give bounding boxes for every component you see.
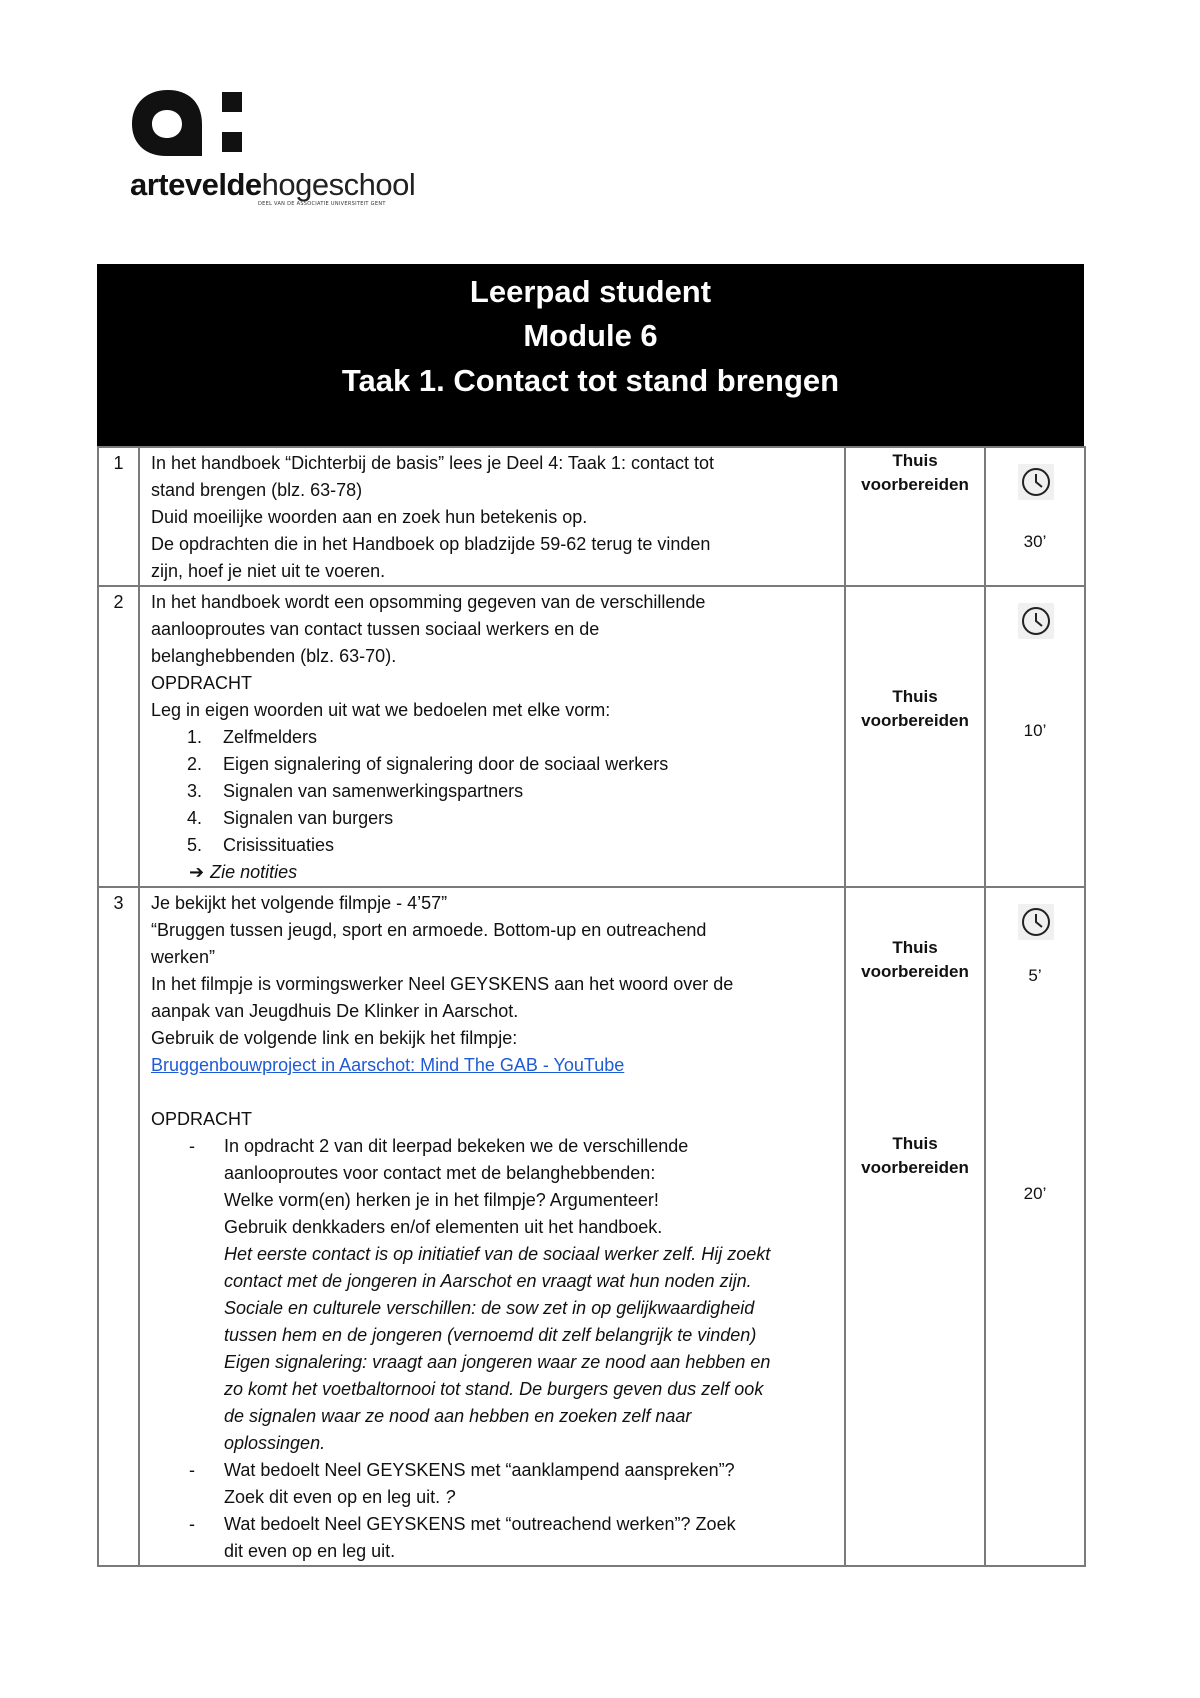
youtube-link[interactable]: Bruggenbouwproject in Aarschot: Mind The GAB - YouTube	[151, 1055, 625, 1075]
text-line: aanpak van Jeugdhuis De Klinker in Aarschot.	[151, 1001, 519, 1021]
tasks-table	[97, 446, 1086, 1567]
duration-label: 20’	[1023, 1184, 1047, 1203]
clock-icon	[1018, 904, 1054, 940]
text-line: In het filmpje is vormingswerker Neel GEYSKENS aan het woord over de	[151, 974, 734, 994]
answer-line: tussen hem en de jongeren (vernoemd dit zelf belangrijk te vinden)	[224, 1325, 757, 1345]
text-line: Je bekijkt het volgende filmpje - 4’57”	[151, 893, 448, 913]
task-duration	[985, 887, 1085, 1566]
task-duration	[985, 447, 1085, 586]
task-location	[845, 586, 985, 887]
clock-icon	[1018, 464, 1054, 500]
text-line: Duid moeilijke woorden aan en zoek hun betekenis op.	[151, 507, 588, 527]
duration-label: 5’	[1028, 966, 1042, 985]
text-line: De opdrachten die in het Handboek op bladzijde 59-62 terug te vinden	[151, 534, 711, 554]
list-item: - Wat bedoelt Neel GEYSKENS met “outreachend werken”? Zoek dit even op en leg uit.	[189, 1514, 736, 1561]
duration-label: 30’	[1023, 532, 1047, 551]
text-line: aanlooproutes van contact tussen sociaal werkers en de	[151, 619, 600, 639]
header-module: Module 6	[523, 318, 658, 353]
list-item: - In opdracht 2 van dit leerpad bekeken we de verschillende aanlooproutes voor contact met de belanghebbenden: Welke vorm(en) herken je in het filmpje? Argumenteer! Gebruik denkkaders en/of elementen uit het handboek. Het eerste contact is op initiatief van de sociaal werker zelf. Hij zoekt contact met de jongeren in Aarschot en vraagt wat hun noden zijn. Sociale en culturele verschillen: de sow zet in op gelijkwaardigheid tussen hem en de jongeren (vernoemd dit zelf belangrijk te vinden) Eigen signalering: vraagt aan jongeren waar ze nood aan hebben en zo komt het voetbaltornooi tot stand. De burgers geven dus zelf ook de signalen waar ze nood aan hebben en zoeken zelf naar oplossingen.	[151, 1133, 836, 1457]
list-item: - Wat bedoelt Neel GEYSKENS met “aanklampend aanspreken”? Zoek dit even op en leg uit. ?	[189, 1460, 735, 1507]
location-label: Thuis voorbereiden	[861, 938, 969, 981]
task-description	[139, 447, 845, 586]
text-line: belanghebbenden (blz. 63-70).	[151, 646, 397, 666]
table-row	[98, 887, 1085, 1566]
list-item: 4. Signalen van burgers	[187, 808, 394, 828]
task-description	[139, 586, 845, 887]
answer-line: Eigen signalering: vraagt aan jongeren waar ze nood aan hebben en	[224, 1352, 771, 1372]
text-line: werken”	[151, 947, 216, 967]
answer-line: zo komt het voetbaltornooi tot stand. De burgers geven dus zelf ook	[224, 1379, 764, 1399]
text-line: Leg in eigen woorden uit wat we bedoelen met elke vorm:	[151, 700, 611, 720]
list-item: 5. Crisissituaties	[187, 835, 335, 855]
location-label: Thuis voorbereiden	[861, 451, 969, 494]
note-item: ➔ Zie notities	[151, 859, 836, 886]
task-description	[139, 887, 845, 1566]
opdracht-heading: OPDRACHT	[151, 1109, 253, 1129]
answer-line: oplossingen.	[224, 1433, 326, 1453]
logo-mark	[130, 88, 260, 158]
table-row	[98, 586, 1085, 887]
arrow-icon: ➔	[189, 862, 205, 882]
duration-label: 10’	[1023, 721, 1047, 740]
header-title: Leerpad student	[469, 274, 712, 309]
list-item: 2. Eigen signalering of signalering door de sociaal werkers	[187, 754, 669, 774]
location-label: Thuis voorbereiden	[861, 687, 969, 730]
logo-tagline: DEEL VAN DE ASSOCIATIE UNIVERSITEIT GENT	[258, 201, 386, 207]
header-task: Taak 1. Contact tot stand brengen	[341, 363, 840, 398]
answer-line: Het eerste contact is op initiatief van de sociaal werker zelf. Hij zoekt	[224, 1244, 771, 1264]
task-duration	[985, 586, 1085, 887]
task-number: 2	[98, 586, 139, 887]
text-line: stand brengen (blz. 63-78)	[151, 480, 363, 500]
text-line: In het handboek wordt een opsomming gegeven van de verschillende	[151, 592, 706, 612]
text-line: In het handboek “Dichterbij de basis” lees je Deel 4: Taak 1: contact tot	[151, 453, 714, 473]
task-number: 1	[98, 447, 139, 586]
location-label: Thuis voorbereiden	[861, 1134, 969, 1177]
logo-wordmark: arteveldehogeschool	[130, 167, 416, 202]
text-line: Gebruik de volgende link en bekijk het filmpje:	[151, 1028, 518, 1048]
clock-icon	[1018, 603, 1054, 639]
list-item: 3. Signalen van samenwerkingspartners	[187, 781, 524, 801]
task-location	[845, 887, 985, 1566]
opdracht-heading: OPDRACHT	[151, 673, 253, 693]
list-item: 1. Zelfmelders	[187, 727, 318, 747]
task-location	[845, 447, 985, 586]
text-line: zijn, hoef je niet uit te voeren.	[151, 561, 386, 581]
answer-line: Sociale en culturele verschillen: de sow zet in op gelijkwaardigheid	[224, 1298, 755, 1318]
answer-line: contact met de jongeren in Aarschot en vraagt wat hun noden zijn.	[224, 1271, 752, 1291]
table-row	[98, 447, 1085, 586]
text-line: “Bruggen tussen jeugd, sport en armoede. Bottom-up en outreachend	[151, 920, 707, 940]
document-header	[97, 264, 1084, 446]
answer-line: de signalen waar ze nood aan hebben en zoeken zelf naar	[224, 1406, 692, 1426]
arteveldehogeschool-logo	[130, 88, 416, 207]
task-number: 3	[98, 887, 139, 1566]
